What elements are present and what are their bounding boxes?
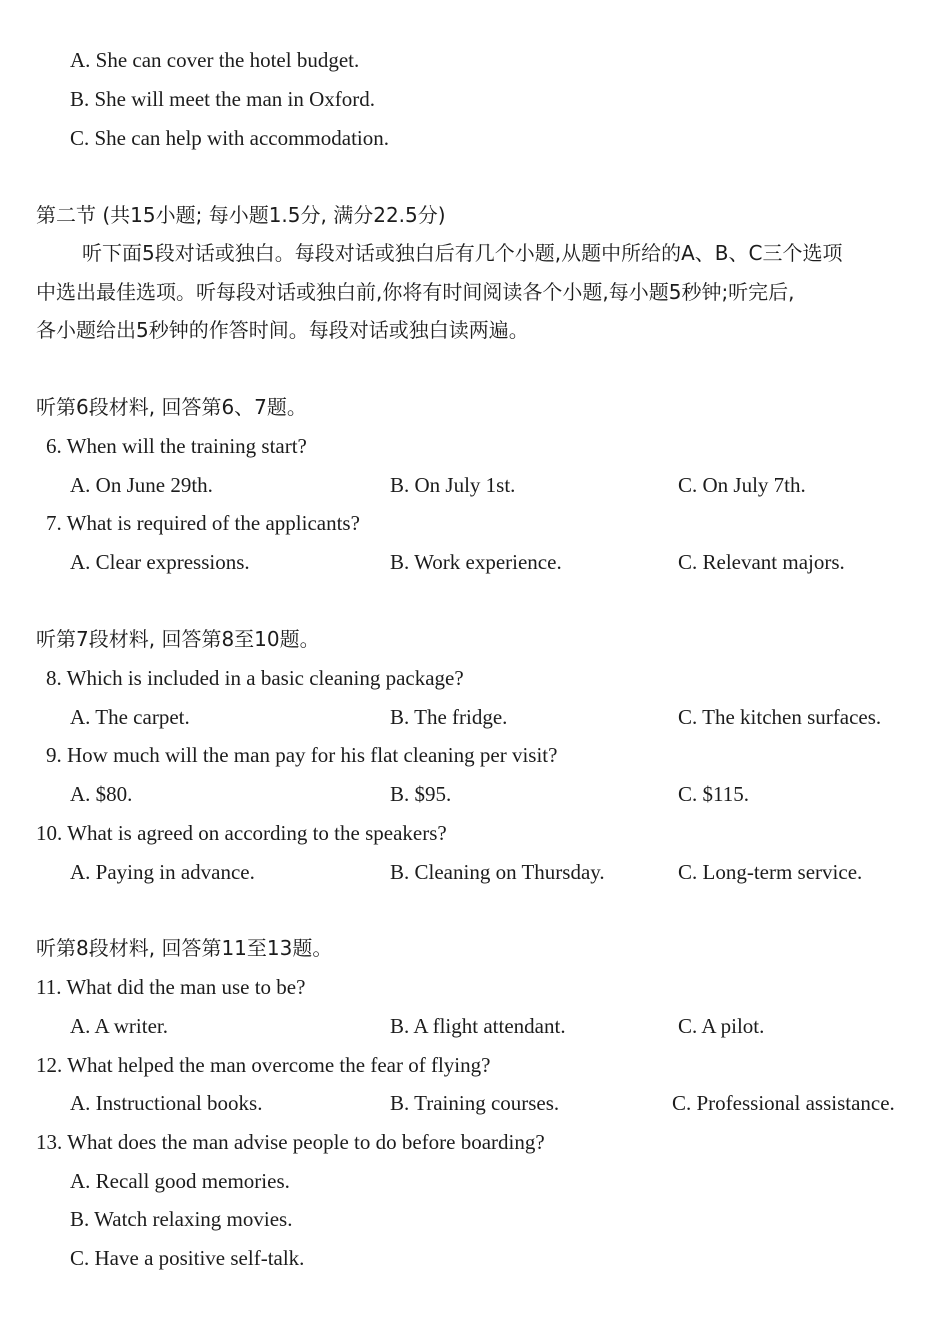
option-b: B. She will meet the man in Oxford. — [70, 87, 376, 111]
option-c: C. The kitchen surfaces. — [678, 705, 882, 729]
question-text: 13. What does the man advise people to do before boarding? — [36, 1130, 545, 1154]
question-text: 11. What did the man use to be? — [36, 975, 306, 999]
option-c: C. Professional assistance. — [672, 1091, 895, 1115]
option-c: C. Long-term service. — [678, 860, 863, 884]
option-a: A. A writer. — [70, 1014, 168, 1038]
group-label: 听第8段材料, 回答第11至13题。 — [36, 936, 333, 960]
question-text: 7. What is required of the applicants? — [46, 511, 360, 535]
instructions-line: 听下面5段对话或独白。每段对话或独白后有几个小题,从题中所给的A、B、C三个选项 — [82, 241, 843, 265]
option-a: A. $80. — [70, 782, 133, 806]
option-b: B. $95. — [390, 782, 452, 806]
option-c: C. On July 7th. — [678, 473, 806, 497]
question-text: 8. Which is included in a basic cleaning package? — [46, 666, 464, 690]
option-c: C. Have a positive self-talk. — [70, 1246, 305, 1270]
option-b: B. Work experience. — [390, 550, 562, 574]
option-a: A. Instructional books. — [70, 1091, 263, 1115]
question-text: 12. What helped the man overcome the fear of flying? — [36, 1053, 491, 1077]
option-c: C. A pilot. — [678, 1014, 765, 1038]
question-text: 9. How much will the man pay for his flat cleaning per visit? — [46, 743, 558, 767]
option-a: A. Paying in advance. — [70, 860, 255, 884]
option-b: B. Watch relaxing movies. — [70, 1207, 293, 1231]
option-a: A. On June 29th. — [70, 473, 213, 497]
group-label: 听第7段材料, 回答第8至10题。 — [36, 627, 320, 651]
option-b: B. On July 1st. — [390, 473, 516, 497]
instructions-line: 中选出最佳选项。听每段对话或独白前,你将有时间阅读各个小题,每小题5秒钟;听完后, — [36, 280, 795, 304]
option-a: A. Clear expressions. — [70, 550, 250, 574]
option-c: C. $115. — [678, 782, 749, 806]
instructions-line: 各小题给出5秒钟的作答时间。每段对话或独白读两遍。 — [36, 318, 529, 342]
option-a: A. She can cover the hotel budget. — [70, 48, 360, 72]
question-text: 6. When will the training start? — [46, 434, 307, 458]
option-a: A. The carpet. — [70, 705, 190, 729]
section-heading: 第二节 (共15小题; 每小题1.5分, 满分22.5分) — [36, 203, 446, 227]
option-b: B. A flight attendant. — [390, 1014, 566, 1038]
option-c: C. Relevant majors. — [678, 550, 845, 574]
option-b: B. The fridge. — [390, 705, 508, 729]
option-c: C. She can help with accommodation. — [70, 126, 390, 150]
group-label: 听第6段材料, 回答第6、7题。 — [36, 395, 307, 419]
question-text: 10. What is agreed on according to the speakers? — [36, 821, 447, 845]
option-b: B. Training courses. — [390, 1091, 560, 1115]
option-b: B. Cleaning on Thursday. — [390, 860, 605, 884]
option-a: A. Recall good memories. — [70, 1169, 290, 1193]
